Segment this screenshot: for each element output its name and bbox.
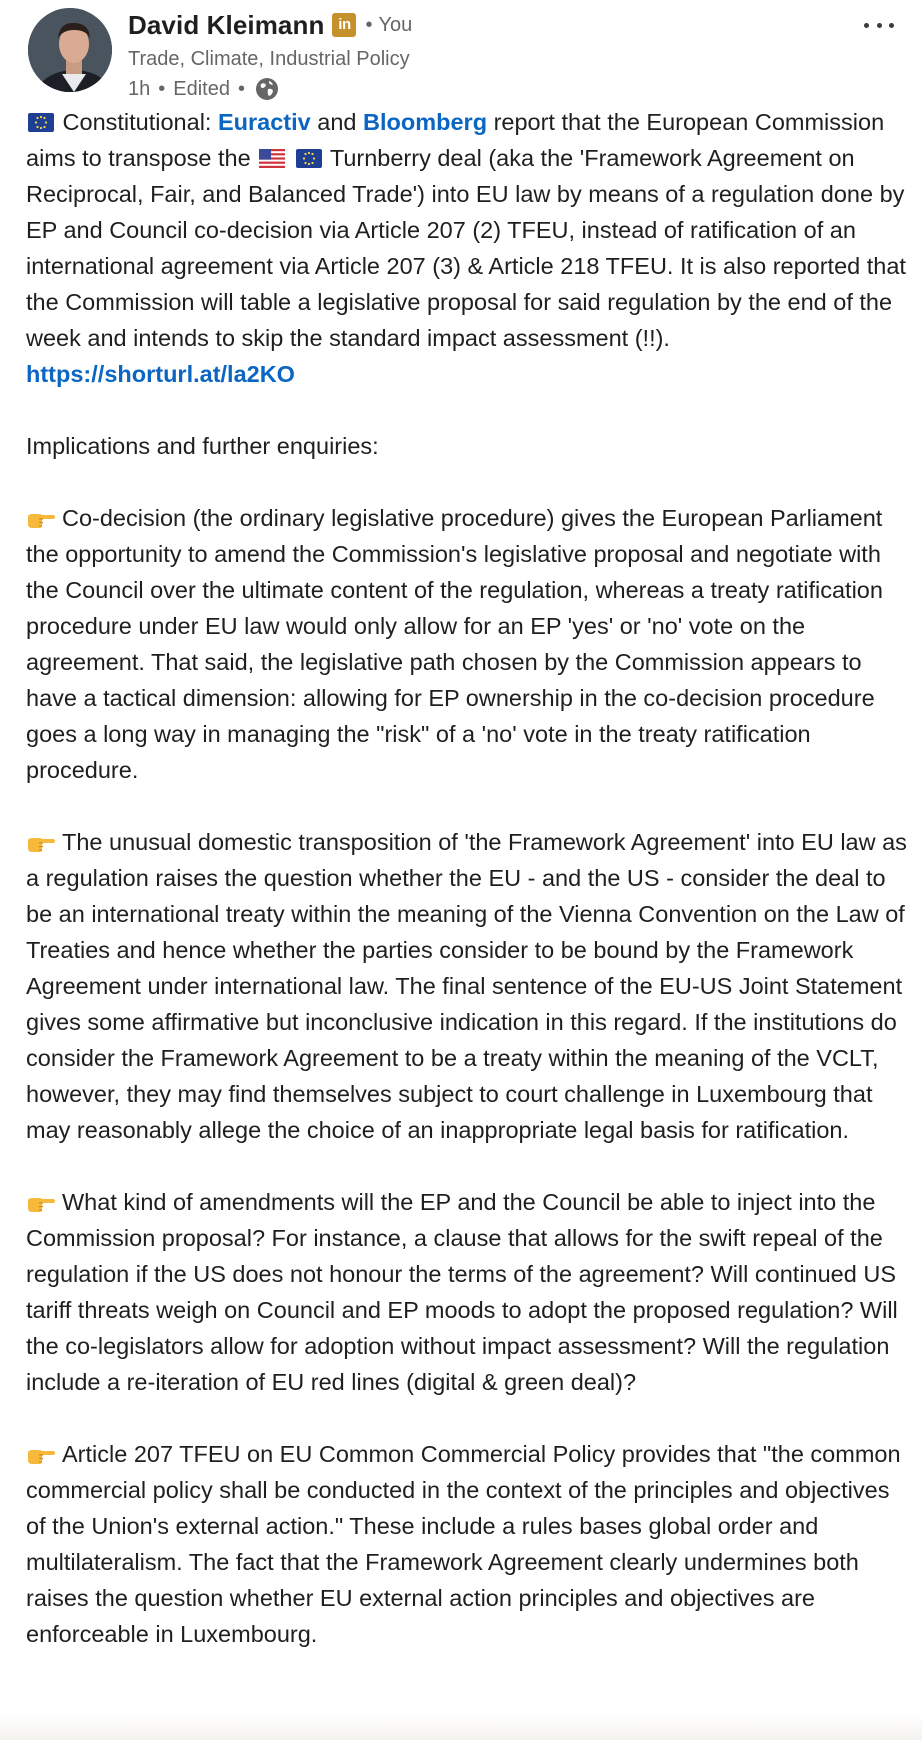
more-horizontal-icon — [864, 23, 869, 28]
separator-dot: • — [365, 13, 373, 36]
text-run: Article 207 TFEU on EU Common Commercial Policy provides that "the common commercial policy shall be conducted in the context of the principles and objectives of the Union's external action." These include a rules bases global order and multilateralism. The fact that the Framework Agreement clearly undermines both raises the question whether EU external action principles and objectives are enforceable in Luxembourg. — [26, 1441, 901, 1647]
post-paragraph-1 — [26, 104, 908, 392]
text-run: Co-decision (the ordinary legislative procedure) gives the European Parliament the opportunity to amend the Commission's legislative proposal and negotiate with the Council over the ultimate content of the regulation, whereas a treaty ratification procedure under EU law would only allow for an EP 'yes' or 'no' vote on the agreement. That said, the legislative path chosen by the Commission appears to have a tactical dimension: allowing for EP ownership in the co-decision procedure goes a long way in managing the "risk" of a 'no' vote in the treaty ratification procedure. — [26, 505, 883, 783]
globe-icon — [255, 77, 279, 101]
post-body — [26, 104, 908, 1652]
text-run: and — [310, 109, 364, 135]
more-horizontal-icon — [889, 23, 894, 28]
name-line — [128, 8, 412, 42]
us-flag-icon — [259, 142, 285, 161]
eu-flag-icon — [296, 142, 322, 161]
separator-dot: • — [158, 77, 166, 100]
paragraph-gap — [26, 464, 908, 500]
edited-label: Edited — [173, 77, 230, 100]
bottom-fade — [0, 1714, 922, 1740]
author-name[interactable]: David Kleimann — [128, 9, 325, 40]
post-header — [28, 8, 922, 100]
separator-dot: • — [237, 77, 245, 100]
post-paragraph-2: Implications and further enquiries: — [26, 433, 379, 459]
short-url-link[interactable]: https://shorturl.at/la2KO — [26, 361, 295, 387]
post-paragraph-6 — [26, 1436, 908, 1652]
author-headline: Trade, Climate, Industrial Policy — [128, 48, 410, 70]
euractiv-link[interactable]: Euractiv — [217, 109, 311, 135]
paragraph-gap — [26, 392, 908, 428]
author-block — [128, 8, 412, 101]
post-meta — [128, 77, 412, 101]
eu-flag-icon — [28, 106, 54, 125]
post-paragraph-4 — [26, 824, 908, 1148]
paragraph-gap — [26, 788, 908, 824]
pointing-hand-icon — [26, 1187, 56, 1207]
more-horizontal-icon — [877, 23, 882, 28]
you-label: You — [378, 13, 413, 36]
pointing-hand-icon — [26, 827, 56, 847]
post-time: 1h — [128, 77, 151, 100]
paragraph-gap — [26, 1400, 908, 1436]
post-paragraph-3 — [26, 500, 908, 788]
text-run: What kind of amendments will the EP and the Council be able to inject into the Commission proposal? For instance, a clause that allows for the swift repeal of the regulation if the US does not honour the terms of the agreement? Will continued US tariff threats weigh on Council and EP moods to adopt the proposed regulation? Will the co-legislators allow for adoption without impact assessment? Will the regulation include a re-iteration of EU red lines (digital & green deal)? — [26, 1189, 898, 1395]
paragraph-gap — [26, 1148, 908, 1184]
pointing-hand-icon — [26, 1439, 56, 1459]
avatar[interactable] — [28, 8, 112, 92]
linkedin-premium-badge-icon: in — [332, 13, 356, 37]
post-paragraph-5 — [26, 1184, 908, 1400]
text-run: report that the European Commission aims to transpose the — [26, 109, 885, 171]
text-run: The unusual domestic transposition of 'the Framework Agreement' into EU law as a regulation raises the question whether the EU - and the US - consider the deal to be an international treaty within the meaning of the Vienna Convention on the Law of Treaties and hence whether the parties consider to be bound by the Framework Agreement under international law. The final sentence of the EU-US Joint Statement gives some affirmative but inconclusive indication in this regard. If the institutions do consider the Framework Agreement to be a treaty within the meaning of the VCLT, however, they may find themselves subject to court challenge in Luxembourg that may reasonably allege the choice of an inappropriate legal basis for ratification. — [26, 829, 907, 1143]
text-run: Turnberry deal (aka the 'Framework Agreement on Reciprocal, Fair, and Balanced Trade') into EU law by means of a regulation done by EP and Council co-decision via Article 207 (2) TFEU, instead of ratification of an international agreement via Article 207 (3) & Article 218 TFEU. It is also reported that the Commission will table a legislative proposal for said regulation by the end of the week and intends to skip the standard impact assessment (!!). — [26, 145, 906, 351]
more-options-button[interactable] — [864, 18, 894, 32]
pointing-hand-icon — [26, 503, 56, 523]
text-run: Constitutional: — [62, 109, 218, 135]
bloomberg-link[interactable]: Bloomberg — [363, 109, 488, 135]
